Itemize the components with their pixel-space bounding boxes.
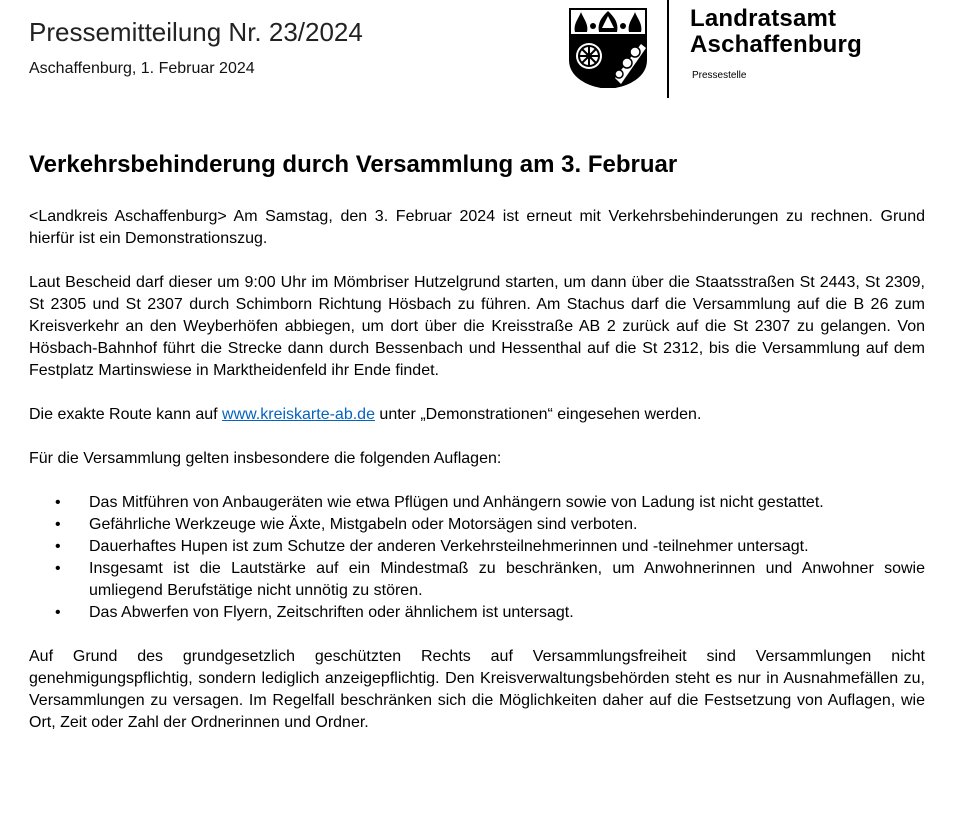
organization-name — [690, 6, 862, 58]
paragraph-intro: <Landkreis Aschaffenburg> Am Samstag, den 3. Februar 2024 ist erneut mit Verkehrsbehinderungen zu rechnen. Grund hierfür ist ein Demonstrationszug. — [29, 208, 925, 247]
list-item-text: Insgesamt ist die Lautstärke auf ein Mindestmaß zu beschränken, um Anwohnerinnen und Anwohner sowie umliegend Berufstätige nicht unnötig zu stören. — [89, 560, 925, 599]
header-divider — [667, 0, 669, 98]
list-item — [55, 602, 925, 624]
list-item-text: Das Mitführen von Anbaugeräten wie etwa Pflügen und Anhängern sowie von Ladung ist nicht gestattet. — [89, 494, 824, 511]
article-body — [29, 206, 925, 756]
paragraph-legal: Auf Grund des grundgesetzlich geschützten Rechts auf Versammlungsfreiheit sind Versammlungen nicht genehmigungspflichtig, sondern lediglich anzeigepflichtig. Den Kreisverwaltungsbehörden steht es nur in Ausnahmefällen zu, Versammlungen zu versagen. Im Regelfall beschränken sich die Möglichkeiten daher auf die Festsetzung von Auflagen, wie Ort, Zeit oder Zahl der Ordnerinnen und Ordner. — [29, 648, 925, 731]
link-prefix-text: Die exakte Route kann auf — [29, 406, 223, 423]
bullet-icon: • — [55, 560, 61, 577]
bullet-icon: • — [55, 538, 61, 555]
department-label: Pressestelle — [692, 70, 747, 81]
paragraph-route: Laut Bescheid darf dieser um 9:00 Uhr im Mömbriser Hutzelgrund starten, um dann über die Staatsstraßen St 2443, St 2309, St 2305 und St 2307 durch Schimborn Richtung Hösbach zu führen. Am Stachus darf die Versammlung auf die B 26 zum Kreisverkehr an den Weyberhöfen abbiegen, um dort über die Kreisstraße AB 2 zurück auf die St 2307 zu gelangen. Von Hösbach-Bahnhof führt die Strecke dann durch Bessenbach und Hessenthal auf die St 2312, bis die Versammlung auf dem Festplatz Martinswiese in Marktheidenfeld ihr Ende findet. — [29, 274, 925, 379]
bullet-icon: • — [55, 604, 61, 621]
org-line-2: Aschaffenburg — [690, 31, 862, 58]
bullet-icon: • — [55, 516, 61, 533]
list-item — [55, 514, 925, 536]
press-release-title: Pressemitteilung Nr. 23/2024 — [29, 17, 363, 47]
conditions-list — [29, 492, 925, 624]
list-item — [55, 558, 925, 602]
paragraph-link — [29, 404, 925, 426]
paragraph-conditions-intro: Für die Versammlung gelten insbesondere die folgenden Auflagen: — [29, 450, 502, 467]
list-item — [55, 492, 925, 514]
bullet-icon: • — [55, 494, 61, 511]
org-line-1: Landratsamt — [690, 5, 837, 32]
headline: Verkehrsbehinderung durch Versammlung am 3. Februar — [29, 151, 678, 178]
list-item-text: Gefährliche Werkzeuge wie Äxte, Mistgabeln oder Motorsägen sind verboten. — [89, 516, 638, 533]
link-suffix-text: unter „Demonstrationen“ eingesehen werden. — [374, 406, 702, 423]
list-item-text: Dauerhaftes Hupen ist zum Schutze der anderen Verkehrsteilnehmerinnen und -teilnehmer untersagt. — [89, 538, 809, 555]
list-item — [55, 536, 925, 558]
list-item-text: Das Abwerfen von Flyern, Zeitschriften oder ähnlichem ist untersagt. — [89, 604, 574, 621]
route-link[interactable]: www.kreiskarte-ab.de — [222, 406, 375, 423]
coat-of-arms-icon — [569, 8, 647, 88]
release-date: Aschaffenburg, 1. Februar 2024 — [29, 60, 255, 77]
